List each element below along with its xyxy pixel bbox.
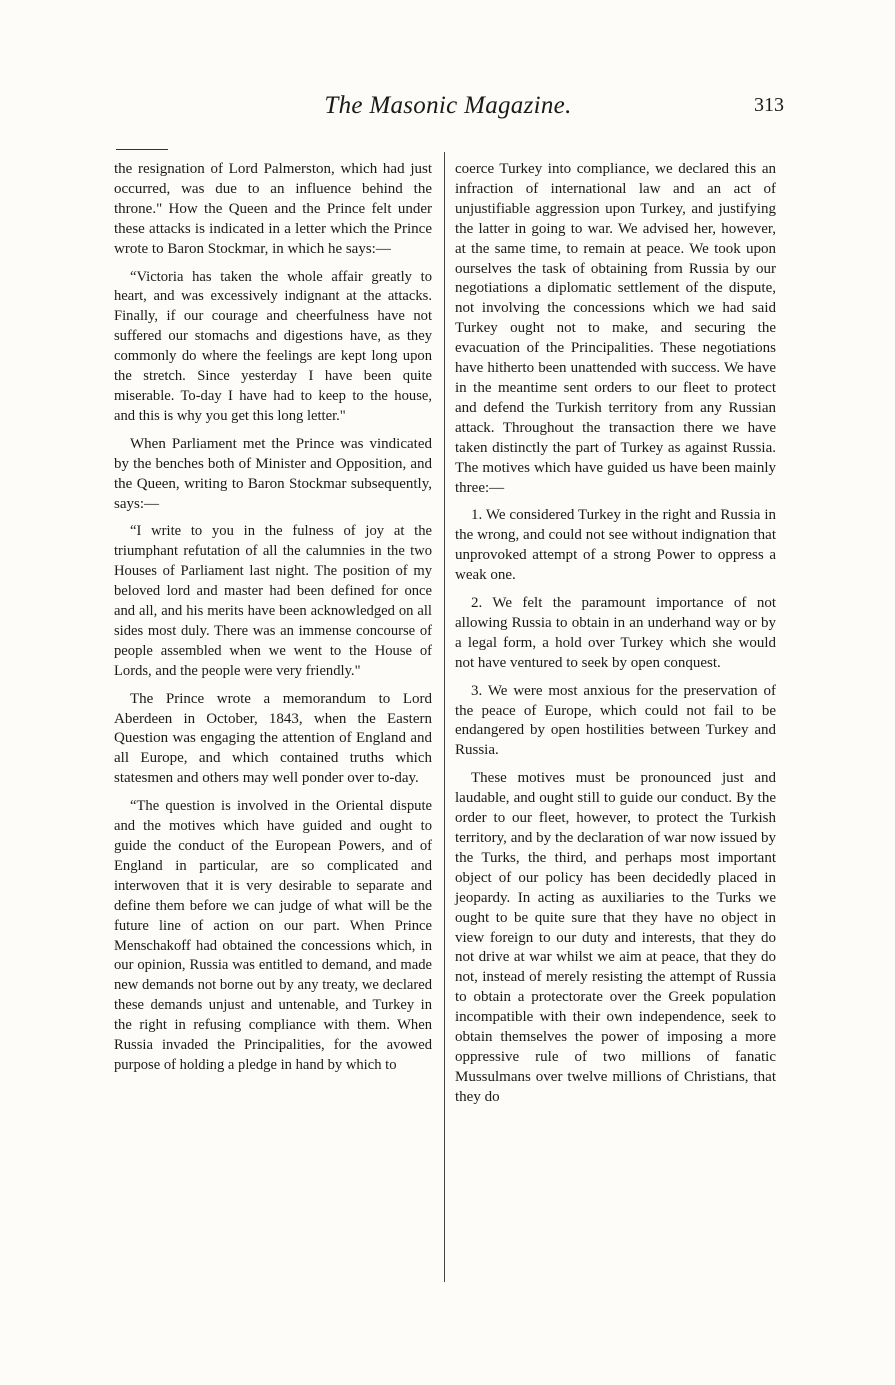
paragraph: coerce Turkey into compliance, we declared this an infraction of international law and an act of unjustifiable aggression upon Turkey, and justifying the latter in going to war. We advised her, however, at the same time, to remain at peace. We took upon ourselves the task of obtaining from Russia by our negotiations a diplomatic settlement of the dispute, not involving the concessions which we had said Turkey ought not to make, and securing the evacuation of the Principalities. These negotiations have hitherto been unattended with success. We have in the meantime sent orders to our fleet to protect and defend the Turkish territory from any Russian attack. Throughout the transaction there we have taken distinctly the part of Turkey as against Russia. The motives which have guided us have been mainly three:— [455,161,776,496]
paragraph: These motives must be pronounced just and laudable, and ought still to guide our conduct. By the order to our fleet, however, to protect the Turkish territory, and by the declaration of war now issued by the Turks, the third, and perhaps most important object of our policy has been decidedly placed in jeopardy. In acting as auxiliaries to the Turks we ought to be quite sure that they have no object in view foreign to our duty and interests, that they do not drive at war whilst we aim at peace, that they do not, instead of merely resisting the attempt of Russia to obtain a protectorate over the Greek population incompatible with their own independence, seek to obtain themselves the power of imposing a more oppressive rule of two millions of fanatic Mussulmans over twelve millions of Christians, that they do [455,770,776,1105]
left-column [114,160,432,1084]
numbered-paragraph: 2. We felt the paramount importance of not allowing Russia to obtain in an underhand way or by a legal form, a hold over Turkey which she would not have ventured to seek by open conquest. [455,595,776,671]
quote-paragraph: “I write to you in the fulness of joy at the triumphant refutation of all the calumnies in the two Houses of Parliament last night. The position of my beloved lord and master had been defined for once and all, and his merits have been acknowledged on all sides most duly. There was an immense concourse of people assembled when we went to the House of Lords, and the people were very friendly." [114,523,432,679]
paragraph: The Prince wrote a memorandum to Lord Aberdeen in October, 1843, when the Eastern Question was engaging the attention of England and all Europe, and which contained truths which statesmen and others may well ponder over to-day. [114,690,432,787]
running-head [112,92,784,122]
right-column [455,160,776,1116]
numbered-paragraph: 3. We were most anxious for the preservation of the peace of Europe, which could not fail to be endangered by open hostilities between Turkey and Russia. [455,682,776,759]
numbered-paragraph: 1. We considered Turkey in the right and Russia in the wrong, and could not see without indignation that unprovoked attempt of a strong Power to oppress a weak one. [455,507,776,584]
quote-paragraph: “Victoria has taken the whole affair greatly to heart, and was excessively indignant at the attacks. Finally, if our courage and cheerfulness have not suffered our stomachs and digestions have, as they commonly do where the feelings are kept long upon the stretch. Since yesterday I have been quite miserable. To-day I have had to keep to the house, and this is why you get this long letter." [114,268,432,424]
running-title: The Masonic Magazine. [324,92,572,119]
quote-paragraph: “The question is involved in the Oriental dispute and the motives which have guided and ought to guide the conduct of the European Powers, and of England in particular, are so complicated and interwoven that it is very desirable to separate and define them before we can judge of what will be the future line of action on our part. When Prince Menschakoff had obtained the concessions which, in our opinion, Russia was entitled to demand, and made new demands not borne out by any treaty, we declared these demands unjust and untenable, and Turkey in the right in refusing compliance with them. When Russia invaded the Principalities, for the avowed purpose of holding a pledge in hand by which to [114,798,432,1073]
paragraph: When Parliament met the Prince was vindicated by the benches both of Minister and Opposition, and the Queen, writing to Baron Stockmar subsequently, says:— [114,435,432,512]
top-rule [116,149,168,150]
paragraph: the resignation of Lord Palmerston, which had just occurred, was due to an influence behind the throne." How the Queen and the Prince felt under these attacks is indicated in a letter which the Prince wrote to Baron Stockmar, in which he says:— [114,161,432,257]
column-divider [444,152,445,1282]
page-number: 313 [754,94,784,116]
